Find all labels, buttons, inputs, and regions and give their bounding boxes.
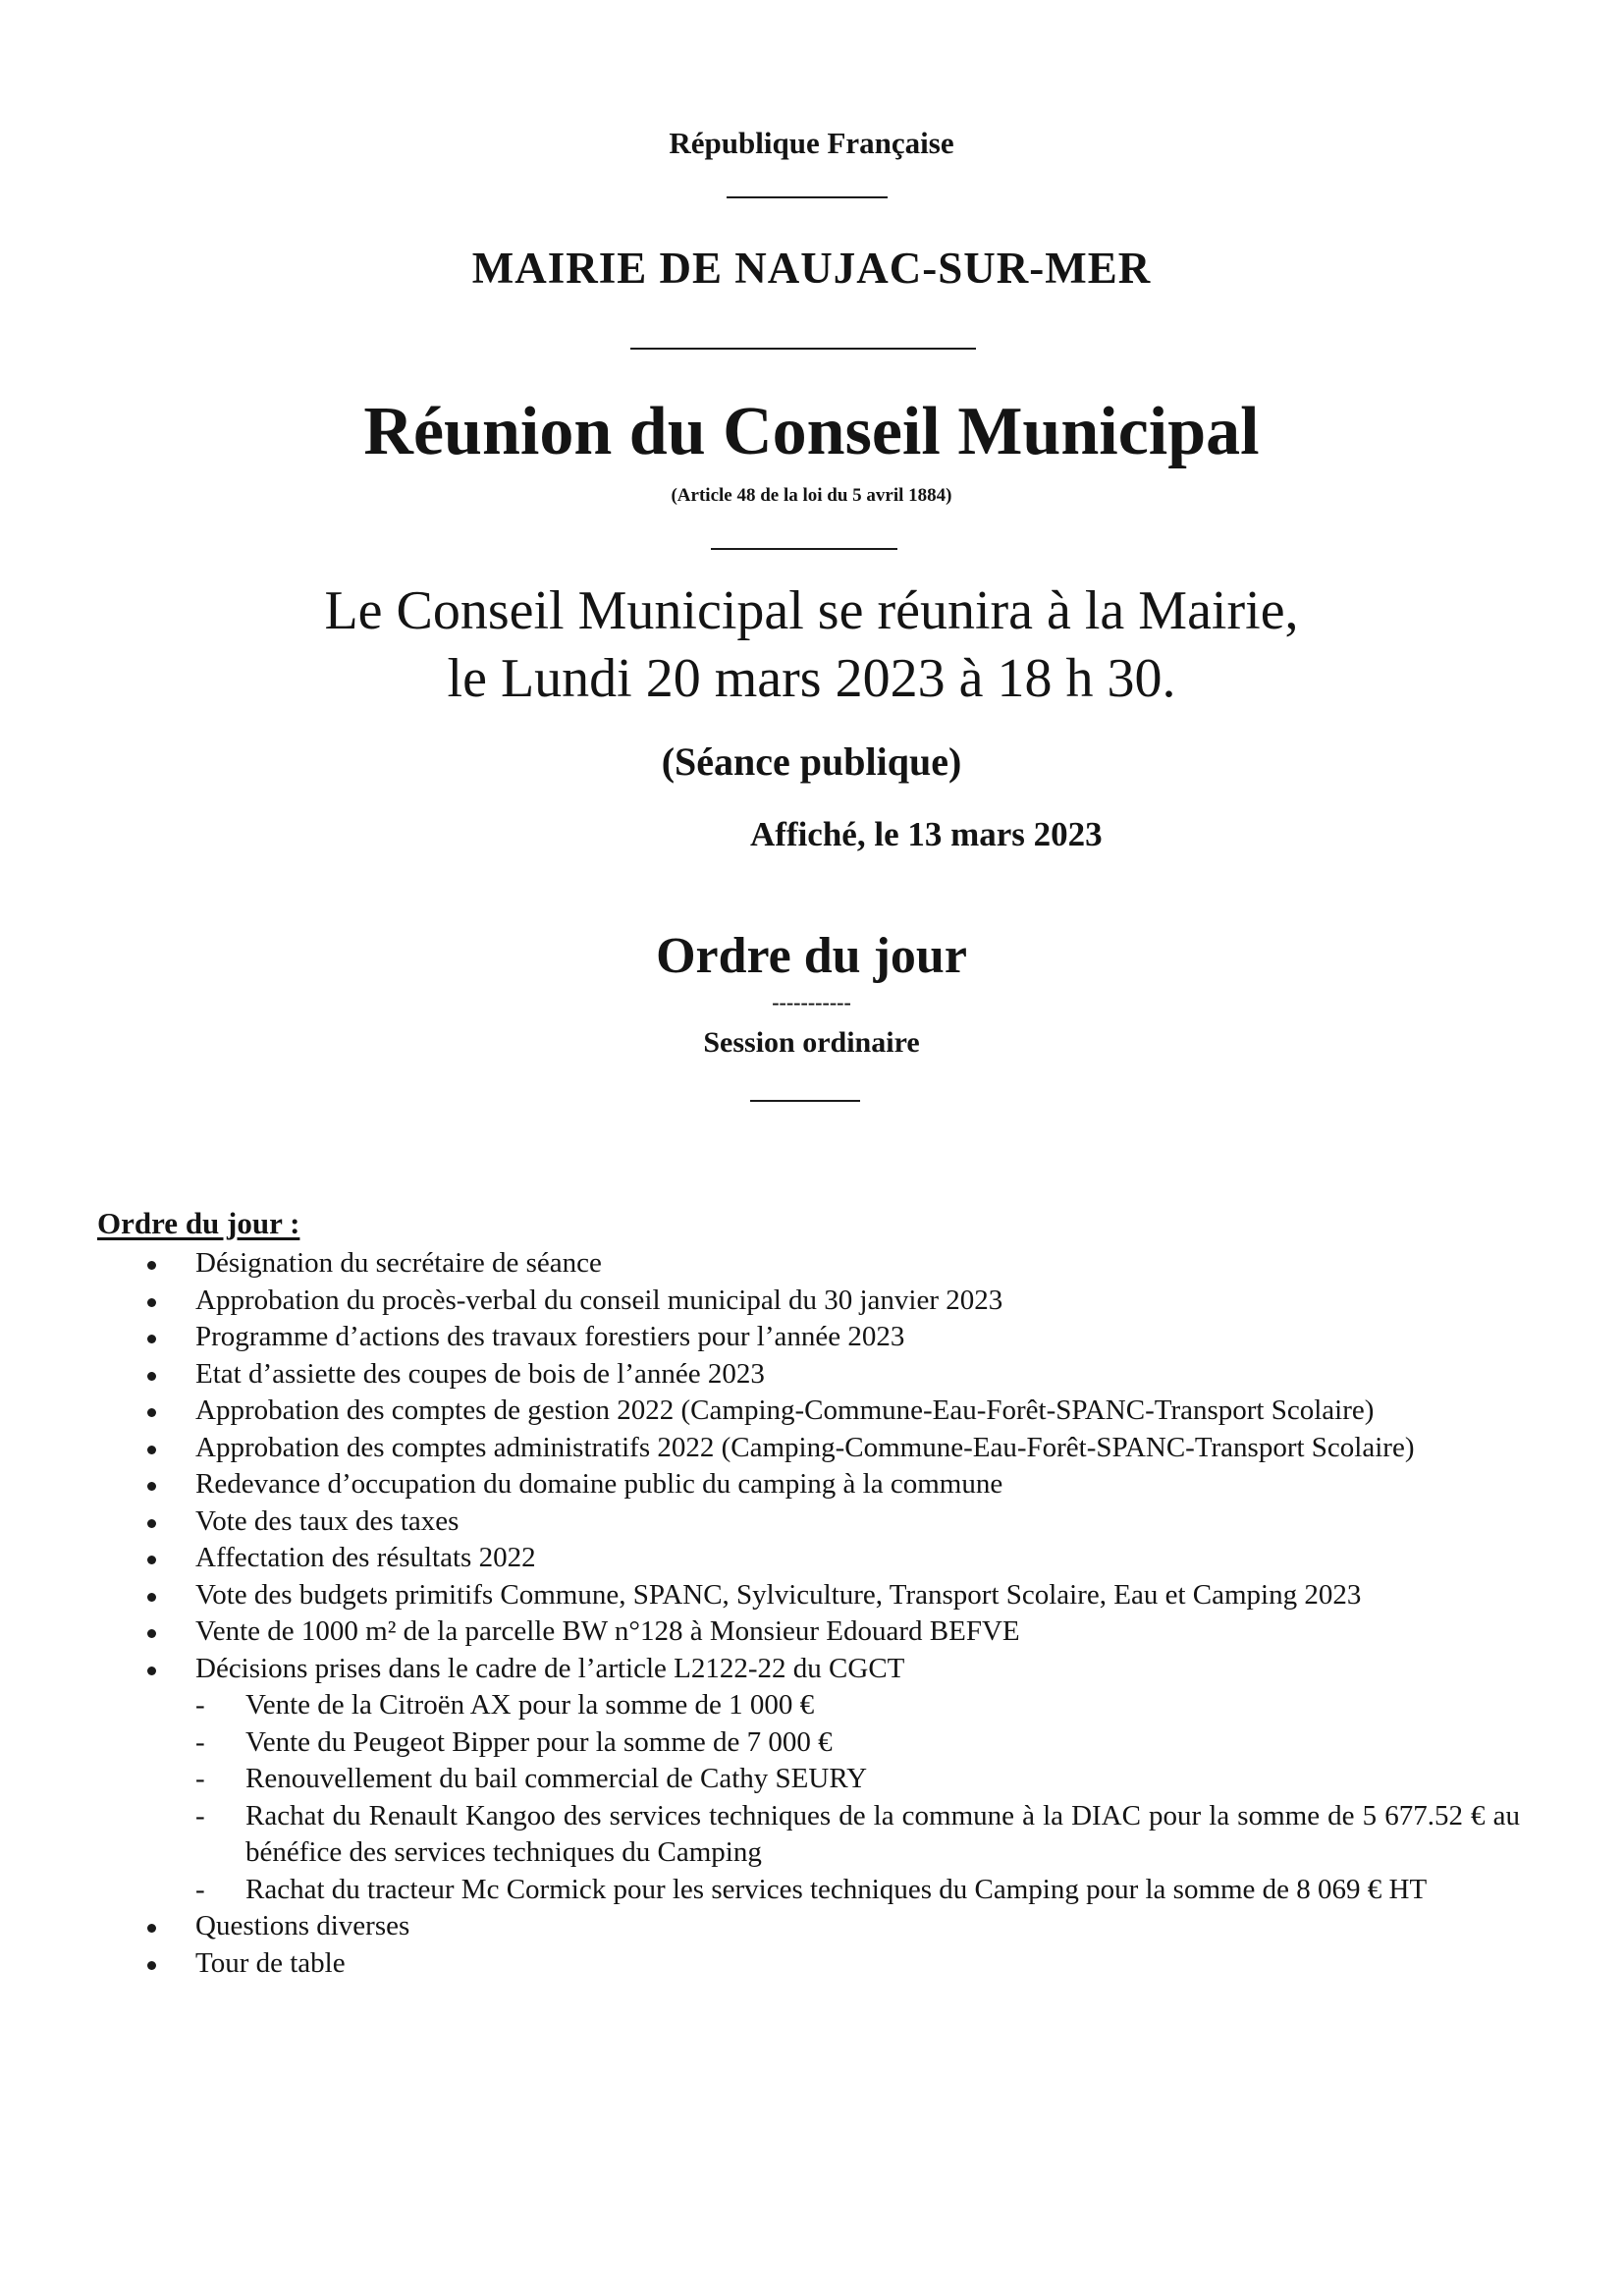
agenda-item-text: Décisions prises dans le cadre de l’article L2122-22 du CGCT bbox=[195, 1652, 905, 1684]
announcement-line: Le Conseil Municipal se réunira à la Mairie, bbox=[324, 580, 1299, 641]
agenda-item-text: Questions diverses bbox=[195, 1910, 410, 1941]
agenda-sub-item-text: Vente de la Citroën AX pour la somme de 1 000 € bbox=[245, 1689, 815, 1721]
agenda-item bbox=[0, 1319, 1623, 1356]
agenda-item bbox=[0, 1613, 1623, 1651]
republic-heading: République Française bbox=[669, 126, 954, 160]
agenda-item bbox=[0, 1283, 1623, 1320]
divider-rule bbox=[711, 548, 897, 550]
mairie-heading: MAIRIE DE NAUJAC-SUR-MER bbox=[471, 244, 1152, 293]
agenda-label: Ordre du jour : bbox=[97, 1206, 300, 1240]
agenda-item-text: Redevance d’occupation du domaine public du camping à la commune bbox=[195, 1468, 1003, 1500]
agenda-item-text: Approbation des comptes de gestion 2022 (Camping-Commune-Eau-Forêt-SPANC-Transport Scolaire) bbox=[195, 1394, 1375, 1426]
session-label: Session ordinaire bbox=[703, 1026, 920, 1059]
agenda-sub-item bbox=[0, 1798, 1623, 1872]
agenda-item-text: Vente de 1000 m² de la parcelle BW n°128 à Monsieur Edouard BEFVE bbox=[195, 1615, 1020, 1647]
announcement-line: le Lundi 20 mars 2023 à 18 h 30. bbox=[447, 648, 1176, 709]
agenda-sub-item-text: Rachat du tracteur Mc Cormick pour les services techniques du Camping pour la somme de 8 069 € HT bbox=[245, 1873, 1428, 1905]
bullet-icon bbox=[147, 1446, 156, 1454]
bullet-icon bbox=[147, 1482, 156, 1491]
agenda-list bbox=[0, 1245, 1623, 1982]
agenda-sub-item-text: Vente du Peugeot Bipper pour la somme de 7 000 € bbox=[245, 1725, 833, 1758]
dash-marker: - bbox=[195, 1725, 205, 1758]
dashed-divider: ----------- bbox=[772, 990, 851, 1014]
bullet-icon bbox=[147, 1519, 156, 1528]
bullet-icon bbox=[147, 1298, 156, 1307]
dash-marker: - bbox=[195, 1799, 205, 1831]
agenda-item bbox=[0, 1577, 1623, 1614]
agenda-sub-list-container bbox=[0, 1687, 1623, 1908]
legal-reference: (Article 48 de la loi du 5 avril 1884) bbox=[671, 485, 952, 506]
bullet-icon bbox=[147, 1372, 156, 1381]
agenda-sub-item bbox=[0, 1724, 1623, 1762]
divider-rule bbox=[630, 348, 976, 350]
agenda-item bbox=[0, 1503, 1623, 1541]
agenda-item-text: Programme d’actions des travaux forestiers pour l’année 2023 bbox=[195, 1321, 905, 1352]
divider-rule bbox=[750, 1100, 860, 1102]
agenda-item-text: Vote des taux des taxes bbox=[195, 1504, 460, 1537]
agenda-item bbox=[0, 1540, 1623, 1577]
agenda-item bbox=[0, 1393, 1623, 1430]
agenda-sub-item bbox=[0, 1872, 1623, 1909]
agenda-item bbox=[0, 1356, 1623, 1394]
agenda-item bbox=[0, 1945, 1623, 1983]
dash-marker: - bbox=[195, 1873, 205, 1905]
agenda-item-text: Vote des budgets primitifs Commune, SPANC, Sylviculture, Transport Scolaire, Eau et Camping 2023 bbox=[195, 1578, 1362, 1611]
agenda-item bbox=[0, 1430, 1623, 1467]
dash-marker: - bbox=[195, 1763, 205, 1794]
agenda-sub-item-text: Rachat du Renault Kangoo des services techniques de la commune à la DIAC pour la somme de 5 677.52 € au bénéfice des services techniques du Camping bbox=[245, 1799, 1520, 1868]
agenda-item bbox=[0, 1245, 1623, 1283]
agenda-heading: Ordre du jour bbox=[656, 928, 967, 984]
session-type: (Séance publique) bbox=[661, 739, 962, 784]
dash-marker: - bbox=[195, 1689, 205, 1721]
agenda-item-text: Etat d’assiette des coupes de bois de l’année 2023 bbox=[195, 1357, 765, 1390]
posted-date: Affiché, le 13 mars 2023 bbox=[750, 815, 1103, 853]
agenda-item-text: Approbation du procès-verbal du conseil municipal du 30 janvier 2023 bbox=[195, 1284, 1003, 1316]
meeting-announcement bbox=[0, 577, 1623, 713]
agenda-item-text: Approbation des comptes administratifs 2022 (Camping-Commune-Eau-Forêt-SPANC-Transport Scolaire) bbox=[195, 1431, 1415, 1463]
agenda-sub-item-text: Renouvellement du bail commercial de Cathy SEURY bbox=[245, 1763, 868, 1794]
agenda-item-text: Affectation des résultats 2022 bbox=[195, 1542, 536, 1573]
agenda-item bbox=[0, 1651, 1623, 1688]
agenda-sub-item bbox=[0, 1761, 1623, 1798]
agenda-item bbox=[0, 1908, 1623, 1945]
bullet-icon bbox=[147, 1924, 156, 1933]
decision-sub-list bbox=[0, 1687, 1623, 1908]
bullet-icon bbox=[147, 1593, 156, 1602]
bullet-icon bbox=[147, 1961, 156, 1970]
bullet-icon bbox=[147, 1629, 156, 1638]
bullet-icon bbox=[147, 1335, 156, 1343]
agenda-item bbox=[0, 1466, 1623, 1503]
agenda-item-text: Désignation du secrétaire de séance bbox=[195, 1247, 602, 1279]
bullet-icon bbox=[147, 1261, 156, 1270]
meeting-title: Réunion du Conseil Municipal bbox=[363, 394, 1260, 469]
bullet-icon bbox=[147, 1408, 156, 1417]
agenda-sub-item bbox=[0, 1687, 1623, 1724]
bullet-icon bbox=[147, 1667, 156, 1675]
bullet-icon bbox=[147, 1556, 156, 1564]
divider-rule bbox=[727, 196, 888, 198]
agenda-item-text: Tour de table bbox=[195, 1946, 346, 1979]
